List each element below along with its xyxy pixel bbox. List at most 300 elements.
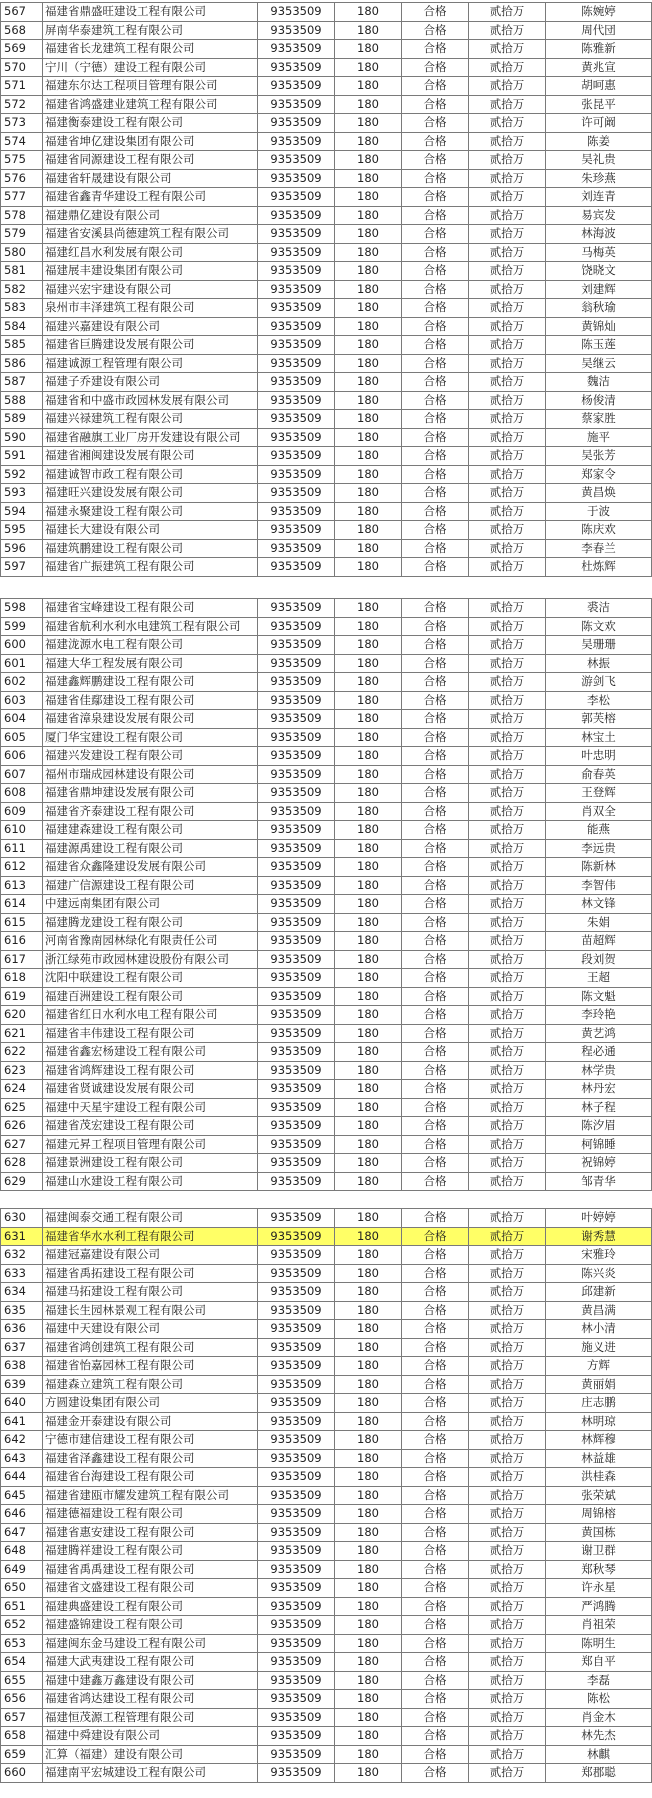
company-name-cell: 福建省安溪县尚德建筑工程有限公司: [43, 225, 258, 244]
contact-name-cell: 刘连青: [546, 188, 652, 207]
row-number-cell: 592: [1, 465, 43, 484]
days-cell: 180: [335, 802, 402, 821]
amount-cell: 贰拾万: [469, 1320, 546, 1339]
days-cell: 180: [335, 317, 402, 336]
amount-cell: 贰拾万: [469, 40, 546, 59]
result-cell: 合格: [402, 1616, 469, 1635]
result-cell: 合格: [402, 151, 469, 170]
result-cell: 合格: [402, 1320, 469, 1339]
contact-name-cell: 李春兰: [546, 539, 652, 558]
table-row: [1, 858, 652, 877]
days-cell: 180: [335, 1135, 402, 1154]
result-cell: 合格: [402, 558, 469, 577]
cert-code-cell: 9353509: [258, 373, 335, 392]
row-number-cell: 572: [1, 95, 43, 114]
table-row: [1, 1616, 652, 1635]
amount-cell: 贰拾万: [469, 1061, 546, 1080]
result-cell: 合格: [402, 1634, 469, 1653]
amount-cell: 贰拾万: [469, 1024, 546, 1043]
row-number-cell: 641: [1, 1412, 43, 1431]
contact-name-cell: 蔡家胜: [546, 410, 652, 429]
contact-name-cell: 庄志鹏: [546, 1394, 652, 1413]
row-number-cell: 610: [1, 821, 43, 840]
amount-cell: 贰拾万: [469, 151, 546, 170]
row-number-cell: 601: [1, 654, 43, 673]
contact-name-cell: 邹青华: [546, 1172, 652, 1191]
cert-code-cell: 9353509: [258, 728, 335, 747]
cert-code-cell: 9353509: [258, 747, 335, 766]
contact-name-cell: 李磊: [546, 1671, 652, 1690]
contact-name-cell: 程必通: [546, 1043, 652, 1062]
cert-code-cell: 9353509: [258, 95, 335, 114]
cert-code-cell: 9353509: [258, 1246, 335, 1265]
contact-name-cell: 洪桂森: [546, 1468, 652, 1487]
days-cell: 180: [335, 1246, 402, 1265]
days-cell: 180: [335, 58, 402, 77]
table-row: [1, 802, 652, 821]
row-number-cell: 574: [1, 132, 43, 151]
amount-cell: 贰拾万: [469, 710, 546, 729]
days-cell: 180: [335, 1523, 402, 1542]
contact-name-cell: 俞春英: [546, 765, 652, 784]
days-cell: 180: [335, 95, 402, 114]
result-cell: 合格: [402, 950, 469, 969]
amount-cell: 贰拾万: [469, 802, 546, 821]
amount-cell: 贰拾万: [469, 1301, 546, 1320]
contact-name-cell: 能燕: [546, 821, 652, 840]
amount-cell: 贰拾万: [469, 1209, 546, 1228]
company-name-cell: 宁德市建信建设工程有限公司: [43, 1431, 258, 1450]
cert-code-cell: 9353509: [258, 151, 335, 170]
table-row: [1, 1006, 652, 1025]
result-cell: 合格: [402, 636, 469, 655]
result-cell: 合格: [402, 1283, 469, 1302]
amount-cell: 贰拾万: [469, 521, 546, 540]
company-name-cell: 福建省和中盛市政园林发展有限公司: [43, 391, 258, 410]
days-cell: 180: [335, 599, 402, 618]
days-cell: 180: [335, 1486, 402, 1505]
row-number-cell: 579: [1, 225, 43, 244]
row-number-cell: 617: [1, 950, 43, 969]
table-row: [1, 40, 652, 59]
company-name-cell: 福建省鸿盛建业建筑工程有限公司: [43, 95, 258, 114]
days-cell: 180: [335, 1597, 402, 1616]
cert-code-cell: 9353509: [258, 484, 335, 503]
company-name-cell: 福建省融旗工业厂房开发建设有限公司: [43, 428, 258, 447]
table-row: [1, 558, 652, 577]
company-name-cell: 汇算（福建）建设有限公司: [43, 1745, 258, 1764]
cert-code-cell: 9353509: [258, 821, 335, 840]
amount-cell: 贰拾万: [469, 691, 546, 710]
amount-cell: 贰拾万: [469, 428, 546, 447]
table-row: [1, 1431, 652, 1450]
cert-code-cell: 9353509: [258, 1172, 335, 1191]
amount-cell: 贰拾万: [469, 1394, 546, 1413]
amount-cell: 贰拾万: [469, 599, 546, 618]
table-row: [1, 1080, 652, 1099]
result-cell: 合格: [402, 1024, 469, 1043]
days-cell: 180: [335, 728, 402, 747]
cert-code-cell: 9353509: [258, 391, 335, 410]
cert-code-cell: 9353509: [258, 169, 335, 188]
days-cell: 180: [335, 1764, 402, 1783]
amount-cell: 贰拾万: [469, 876, 546, 895]
amount-cell: 贰拾万: [469, 1708, 546, 1727]
company-name-cell: 福建子乔建设有限公司: [43, 373, 258, 392]
cert-code-cell: 9353509: [258, 502, 335, 521]
contact-name-cell: 许可阚: [546, 114, 652, 133]
company-name-cell: 福建省航利水利水电建筑工程有限公司: [43, 617, 258, 636]
cert-code-cell: 9353509: [258, 410, 335, 429]
amount-cell: 贰拾万: [469, 1117, 546, 1136]
row-number-cell: 618: [1, 969, 43, 988]
table-row: [1, 710, 652, 729]
cert-code-cell: 9353509: [258, 1486, 335, 1505]
result-cell: 合格: [402, 40, 469, 59]
company-name-cell: 福建展丰建设集团有限公司: [43, 262, 258, 281]
result-cell: 合格: [402, 895, 469, 914]
row-number-cell: 587: [1, 373, 43, 392]
result-cell: 合格: [402, 858, 469, 877]
company-name-cell: 福建衡泰建设工程有限公司: [43, 114, 258, 133]
cert-code-cell: 9353509: [258, 1597, 335, 1616]
company-name-cell: 福建兴嘉建设有限公司: [43, 317, 258, 336]
row-number-cell: 643: [1, 1449, 43, 1468]
amount-cell: 贰拾万: [469, 95, 546, 114]
row-number-cell: 596: [1, 539, 43, 558]
company-name-cell: 福建省华水水利工程有限公司: [43, 1227, 258, 1246]
row-number-cell: 581: [1, 262, 43, 281]
amount-cell: 贰拾万: [469, 765, 546, 784]
table-row: [1, 932, 652, 951]
days-cell: 180: [335, 1634, 402, 1653]
cert-code-cell: 9353509: [258, 1431, 335, 1450]
company-name-cell: 福建省鑫青华建设工程有限公司: [43, 188, 258, 207]
contact-name-cell: 周锦榕: [546, 1505, 652, 1524]
amount-cell: 贰拾万: [469, 169, 546, 188]
company-name-cell: 福建省鸿辉建设工程有限公司: [43, 1061, 258, 1080]
cert-code-cell: 9353509: [258, 636, 335, 655]
row-number-cell: 573: [1, 114, 43, 133]
row-number-cell: 645: [1, 1486, 43, 1505]
cert-code-cell: 9353509: [258, 654, 335, 673]
cert-code-cell: 9353509: [258, 188, 335, 207]
amount-cell: 贰拾万: [469, 1671, 546, 1690]
amount-cell: 贰拾万: [469, 636, 546, 655]
row-number-cell: 608: [1, 784, 43, 803]
days-cell: 180: [335, 821, 402, 840]
contact-name-cell: 陈兴炎: [546, 1264, 652, 1283]
contact-name-cell: 肖金木: [546, 1708, 652, 1727]
result-cell: 合格: [402, 728, 469, 747]
company-name-cell: 福建省惠安建设工程有限公司: [43, 1523, 258, 1542]
contact-name-cell: 黄兆宣: [546, 58, 652, 77]
days-cell: 180: [335, 1338, 402, 1357]
amount-cell: 贰拾万: [469, 1357, 546, 1376]
company-name-cell: 河南省豫南园林绿化有限责任公司: [43, 932, 258, 951]
row-number-cell: 575: [1, 151, 43, 170]
result-cell: 合格: [402, 428, 469, 447]
company-name-cell: 福建省台海建设工程有限公司: [43, 1468, 258, 1487]
contact-name-cell: 谢秀慧: [546, 1227, 652, 1246]
amount-cell: 贰拾万: [469, 299, 546, 318]
company-name-cell: 福建省轩晟建设有限公司: [43, 169, 258, 188]
table-row: [1, 502, 652, 521]
days-cell: 180: [335, 969, 402, 988]
amount-cell: 贰拾万: [469, 336, 546, 355]
result-cell: 合格: [402, 465, 469, 484]
contact-name-cell: 王超: [546, 969, 652, 988]
results-table-block-2: [0, 598, 652, 1191]
row-number-cell: 644: [1, 1468, 43, 1487]
days-cell: 180: [335, 114, 402, 133]
result-cell: 合格: [402, 1209, 469, 1228]
company-name-cell: 福建盛锦建设工程有限公司: [43, 1616, 258, 1635]
contact-name-cell: 朱珍燕: [546, 169, 652, 188]
table-row: [1, 262, 652, 281]
company-name-cell: 福建建森建设工程有限公司: [43, 821, 258, 840]
cert-code-cell: 9353509: [258, 673, 335, 692]
row-number-cell: 599: [1, 617, 43, 636]
cert-code-cell: 9353509: [258, 1764, 335, 1783]
cert-code-cell: 9353509: [258, 1412, 335, 1431]
company-name-cell: 福建省鸿达建设工程有限公司: [43, 1690, 258, 1709]
cert-code-cell: 9353509: [258, 1560, 335, 1579]
contact-name-cell: 陈新林: [546, 858, 652, 877]
table-row: [1, 151, 652, 170]
contact-name-cell: 王登辉: [546, 784, 652, 803]
table-row: [1, 1542, 652, 1561]
cert-code-cell: 9353509: [258, 58, 335, 77]
days-cell: 180: [335, 784, 402, 803]
row-number-cell: 640: [1, 1394, 43, 1413]
contact-name-cell: 陈玉莲: [546, 336, 652, 355]
company-name-cell: 福建省坤亿建设集团有限公司: [43, 132, 258, 151]
contact-name-cell: 肖双全: [546, 802, 652, 821]
company-name-cell: 福建长大建设有限公司: [43, 521, 258, 540]
row-number-cell: 619: [1, 987, 43, 1006]
result-cell: 合格: [402, 1080, 469, 1099]
amount-cell: 贰拾万: [469, 1006, 546, 1025]
row-number-cell: 637: [1, 1338, 43, 1357]
result-cell: 合格: [402, 188, 469, 207]
row-number-cell: 593: [1, 484, 43, 503]
amount-cell: 贰拾万: [469, 858, 546, 877]
contact-name-cell: 许永星: [546, 1579, 652, 1598]
row-number-cell: 577: [1, 188, 43, 207]
row-number-cell: 658: [1, 1727, 43, 1746]
days-cell: 180: [335, 617, 402, 636]
result-cell: 合格: [402, 673, 469, 692]
cert-code-cell: 9353509: [258, 691, 335, 710]
contact-name-cell: 林小清: [546, 1320, 652, 1339]
table-row: [1, 691, 652, 710]
cert-code-cell: 9353509: [258, 77, 335, 96]
result-cell: 合格: [402, 484, 469, 503]
row-number-cell: 631: [1, 1227, 43, 1246]
cert-code-cell: 9353509: [258, 1283, 335, 1302]
days-cell: 180: [335, 447, 402, 466]
table-row: [1, 636, 652, 655]
row-number-cell: 576: [1, 169, 43, 188]
amount-cell: 贰拾万: [469, 821, 546, 840]
cert-code-cell: 9353509: [258, 1135, 335, 1154]
result-cell: 合格: [402, 1431, 469, 1450]
company-name-cell: 福建广信源建设工程有限公司: [43, 876, 258, 895]
table-row: [1, 336, 652, 355]
cert-code-cell: 9353509: [258, 617, 335, 636]
contact-name-cell: 林先杰: [546, 1727, 652, 1746]
table-row: [1, 599, 652, 618]
days-cell: 180: [335, 1708, 402, 1727]
contact-name-cell: 郑自平: [546, 1653, 652, 1672]
company-name-cell: 方圆建设集团有限公司: [43, 1394, 258, 1413]
result-cell: 合格: [402, 1764, 469, 1783]
row-number-cell: 634: [1, 1283, 43, 1302]
cert-code-cell: 9353509: [258, 225, 335, 244]
days-cell: 180: [335, 1172, 402, 1191]
days-cell: 180: [335, 132, 402, 151]
table-row: [1, 1246, 652, 1265]
contact-name-cell: 李远贵: [546, 839, 652, 858]
row-number-cell: 629: [1, 1172, 43, 1191]
days-cell: 180: [335, 336, 402, 355]
company-name-cell: 福建森立建筑工程有限公司: [43, 1375, 258, 1394]
table-row: [1, 354, 652, 373]
row-number-cell: 651: [1, 1597, 43, 1616]
amount-cell: 贰拾万: [469, 1690, 546, 1709]
days-cell: 180: [335, 1412, 402, 1431]
cert-code-cell: 9353509: [258, 280, 335, 299]
contact-name-cell: 陈雅新: [546, 40, 652, 59]
contact-name-cell: 肖祖荣: [546, 1616, 652, 1635]
company-name-cell: 福建德福建设工程有限公司: [43, 1505, 258, 1524]
company-name-cell: 福建百洲建设工程有限公司: [43, 987, 258, 1006]
company-name-cell: 福建省同源建设工程有限公司: [43, 151, 258, 170]
result-cell: 合格: [402, 1468, 469, 1487]
amount-cell: 贰拾万: [469, 1431, 546, 1450]
row-number-cell: 597: [1, 558, 43, 577]
amount-cell: 贰拾万: [469, 1098, 546, 1117]
company-name-cell: 福建大武夷建设工程有限公司: [43, 1653, 258, 1672]
result-cell: 合格: [402, 3, 469, 22]
cert-code-cell: 9353509: [258, 1209, 335, 1228]
amount-cell: 贰拾万: [469, 58, 546, 77]
cert-code-cell: 9353509: [258, 895, 335, 914]
amount-cell: 贰拾万: [469, 391, 546, 410]
contact-name-cell: 柯锦睡: [546, 1135, 652, 1154]
company-name-cell: 福建中建鑫万鑫建设有限公司: [43, 1671, 258, 1690]
table-row: [1, 1024, 652, 1043]
contact-name-cell: 黄昌满: [546, 1301, 652, 1320]
row-number-cell: 609: [1, 802, 43, 821]
table-row: [1, 654, 652, 673]
results-table-block-3: [0, 1208, 652, 1783]
table-row: [1, 280, 652, 299]
company-name-cell: 福建省禹禹建设工程有限公司: [43, 1560, 258, 1579]
amount-cell: 贰拾万: [469, 539, 546, 558]
cert-code-cell: 9353509: [258, 1579, 335, 1598]
row-number-cell: 659: [1, 1745, 43, 1764]
result-cell: 合格: [402, 354, 469, 373]
contact-name-cell: 张荣斌: [546, 1486, 652, 1505]
table-row: [1, 728, 652, 747]
result-cell: 合格: [402, 1135, 469, 1154]
company-name-cell: 福建省禹拓建设工程有限公司: [43, 1264, 258, 1283]
table-row: [1, 77, 652, 96]
amount-cell: 贰拾万: [469, 1616, 546, 1635]
contact-name-cell: 饶晓文: [546, 262, 652, 281]
contact-name-cell: 朱娟: [546, 913, 652, 932]
table-row: [1, 1634, 652, 1653]
table-row: [1, 1357, 652, 1376]
table-row: [1, 169, 652, 188]
row-number-cell: 571: [1, 77, 43, 96]
row-number-cell: 602: [1, 673, 43, 692]
table-row: [1, 391, 652, 410]
row-number-cell: 649: [1, 1560, 43, 1579]
cert-code-cell: 9353509: [258, 1154, 335, 1173]
cert-code-cell: 9353509: [258, 1227, 335, 1246]
amount-cell: 贰拾万: [469, 784, 546, 803]
result-cell: 合格: [402, 1708, 469, 1727]
result-cell: 合格: [402, 262, 469, 281]
row-number-cell: 657: [1, 1708, 43, 1727]
table-row: [1, 1412, 652, 1431]
cert-code-cell: 9353509: [258, 1523, 335, 1542]
company-name-cell: 福建省鸿创建筑工程有限公司: [43, 1338, 258, 1357]
days-cell: 180: [335, 428, 402, 447]
table-row: [1, 913, 652, 932]
cert-code-cell: 9353509: [258, 3, 335, 22]
table-row: [1, 95, 652, 114]
days-cell: 180: [335, 1117, 402, 1136]
result-cell: 合格: [402, 1154, 469, 1173]
table-row: [1, 1320, 652, 1339]
row-number-cell: 646: [1, 1505, 43, 1524]
company-name-cell: 福建泷源水电工程有限公司: [43, 636, 258, 655]
result-cell: 合格: [402, 1117, 469, 1136]
days-cell: 180: [335, 465, 402, 484]
row-number-cell: 613: [1, 876, 43, 895]
result-cell: 合格: [402, 599, 469, 618]
table-row: [1, 243, 652, 262]
row-number-cell: 635: [1, 1301, 43, 1320]
row-number-cell: 582: [1, 280, 43, 299]
company-name-cell: 福建旺兴建设发展有限公司: [43, 484, 258, 503]
contact-name-cell: 陈庆欢: [546, 521, 652, 540]
row-number-cell: 584: [1, 317, 43, 336]
days-cell: 180: [335, 1154, 402, 1173]
cert-code-cell: 9353509: [258, 206, 335, 225]
cert-code-cell: 9353509: [258, 1024, 335, 1043]
result-cell: 合格: [402, 243, 469, 262]
row-number-cell: 636: [1, 1320, 43, 1339]
table-row: [1, 1117, 652, 1136]
days-cell: 180: [335, 1209, 402, 1228]
days-cell: 180: [335, 3, 402, 22]
contact-name-cell: 陈姜: [546, 132, 652, 151]
days-cell: 180: [335, 765, 402, 784]
company-name-cell: 福建省佳鄢建设工程有限公司: [43, 691, 258, 710]
row-number-cell: 611: [1, 839, 43, 858]
table-row: [1, 1560, 652, 1579]
table-row: [1, 521, 652, 540]
cert-code-cell: 9353509: [258, 802, 335, 821]
contact-name-cell: 林益雄: [546, 1449, 652, 1468]
contact-name-cell: 李智伟: [546, 876, 652, 895]
cert-code-cell: 9353509: [258, 243, 335, 262]
